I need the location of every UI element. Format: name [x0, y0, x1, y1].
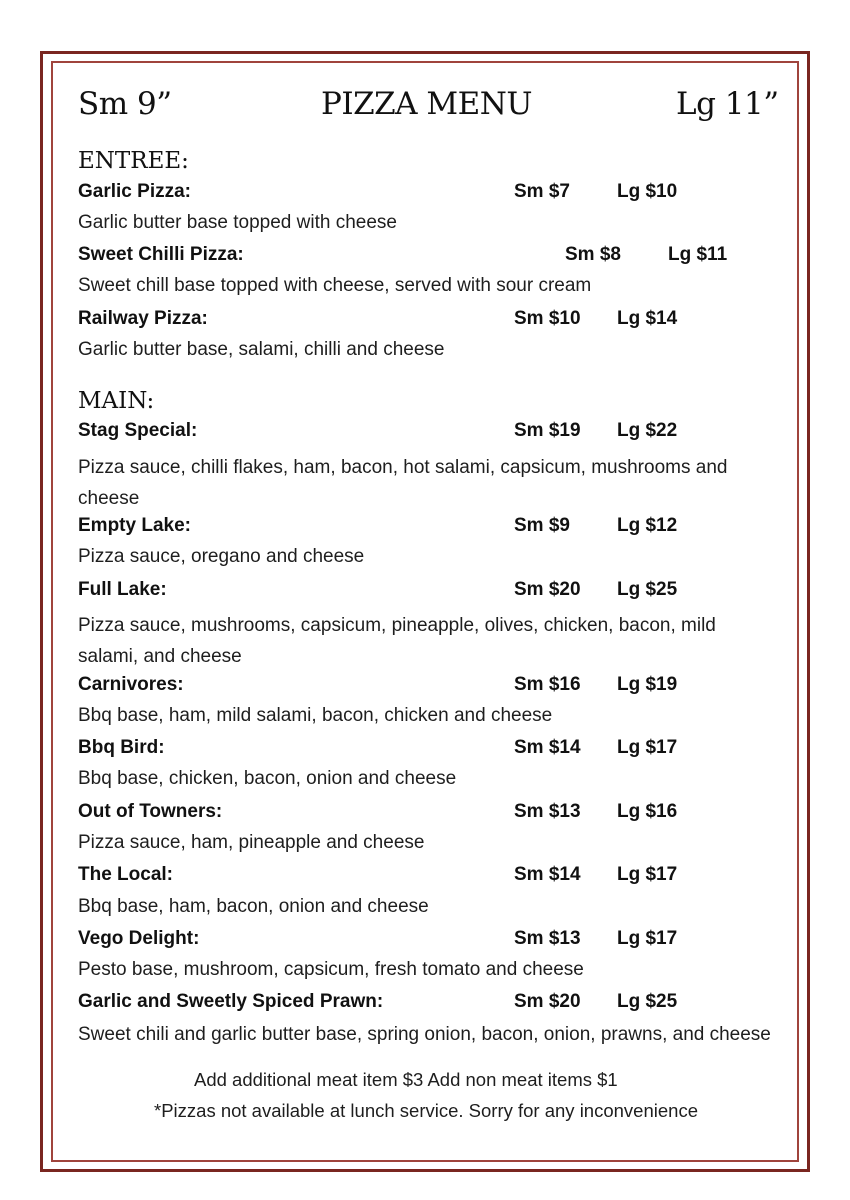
main-item-name: Carnivores: — [78, 674, 184, 695]
main-item-price-sm: Sm $14 — [514, 737, 581, 758]
main-item-description: Pizza sauce, ham, pineapple and cheese — [78, 832, 425, 853]
size-large-label: Lg 11” — [676, 86, 779, 122]
entree-item-price-lg: Lg $14 — [617, 308, 678, 329]
entree-item-name: Railway Pizza: — [78, 308, 208, 329]
menu-title: PIZZA MENU — [321, 86, 533, 122]
main-item-description: Sweet chili and garlic butter base, spring onion, bacon, onion, prawns, and cheese — [78, 1024, 771, 1045]
entree-item-name: Garlic Pizza: — [78, 181, 191, 202]
main-item-description: Bbq base, ham, bacon, onion and cheese — [78, 896, 429, 917]
main-item-price-lg: Lg $17 — [617, 864, 678, 885]
main-item-price-lg: Lg $16 — [617, 801, 678, 822]
main-item-price-sm: Sm $9 — [514, 515, 570, 536]
extras-note: Add additional meat item $3 Add non meat items $1 — [194, 1069, 618, 1090]
entree-item-description: Garlic butter base topped with cheese — [78, 212, 397, 233]
main-item-price-sm: Sm $19 — [514, 420, 581, 441]
main-item-price-lg: Lg $22 — [617, 420, 678, 441]
size-small-label: Sm 9” — [78, 86, 172, 122]
main-item-price-lg: Lg $17 — [617, 737, 678, 758]
main-item-name: Garlic and Sweetly Spiced Prawn: — [78, 991, 384, 1012]
lunch-notice: *Pizzas not available at lunch service. Sorry for any inconvenience — [154, 1100, 698, 1121]
main-item-price-sm: Sm $20 — [514, 991, 581, 1012]
main-item-name: Vego Delight: — [78, 928, 200, 949]
main-item-name: Bbq Bird: — [78, 737, 165, 758]
entree-item-name: Sweet Chilli Pizza: — [78, 244, 244, 265]
entree-item-price-sm: Sm $7 — [514, 181, 570, 202]
main-item-description: Pizza sauce, oregano and cheese — [78, 546, 365, 567]
entree-item-description: Sweet chill base topped with cheese, served with sour cream — [78, 275, 592, 296]
entree-item-price-sm: Sm $8 — [565, 244, 621, 265]
main-item-price-lg: Lg $25 — [617, 991, 678, 1012]
main-item-description: Pesto base, mushroom, capsicum, fresh tomato and cheese — [78, 959, 584, 980]
main-item-price-sm: Sm $14 — [514, 864, 581, 885]
main-item-description: Pizza sauce, chilli flakes, ham, bacon, hot salami, capsicum, mushrooms and cheese — [78, 457, 728, 509]
main-item-name: Full Lake: — [78, 579, 167, 600]
entree-item-price-sm: Sm $10 — [514, 308, 581, 329]
main-item-price-lg: Lg $19 — [617, 674, 678, 695]
main-item-description: Bbq base, chicken, bacon, onion and cheese — [78, 768, 457, 789]
main-item-price-lg: Lg $25 — [617, 579, 678, 600]
main-item-price-sm: Sm $13 — [514, 928, 581, 949]
entree-heading: ENTREE: — [78, 148, 189, 174]
main-item-price-sm: Sm $13 — [514, 801, 581, 822]
entree-item-description: Garlic butter base, salami, chilli and cheese — [78, 339, 445, 360]
main-item-price-sm: Sm $16 — [514, 674, 581, 695]
main-item-price-lg: Lg $17 — [617, 928, 678, 949]
entree-item-price-lg: Lg $10 — [617, 181, 678, 202]
main-item-name: Stag Special: — [78, 420, 198, 441]
main-item-name: Out of Towners: — [78, 801, 223, 822]
main-item-description: Bbq base, ham, mild salami, bacon, chicken and cheese — [78, 705, 553, 726]
main-heading: MAIN: — [78, 388, 155, 414]
main-item-name: The Local: — [78, 864, 174, 885]
entree-item-price-lg: Lg $11 — [668, 244, 728, 265]
main-item-price-lg: Lg $12 — [617, 515, 678, 536]
main-item-name: Empty Lake: — [78, 515, 191, 536]
main-item-description: Pizza sauce, mushrooms, capsicum, pineapple, olives, chicken, bacon, mild salami, and cheese — [78, 615, 716, 667]
main-item-price-sm: Sm $20 — [514, 579, 581, 600]
